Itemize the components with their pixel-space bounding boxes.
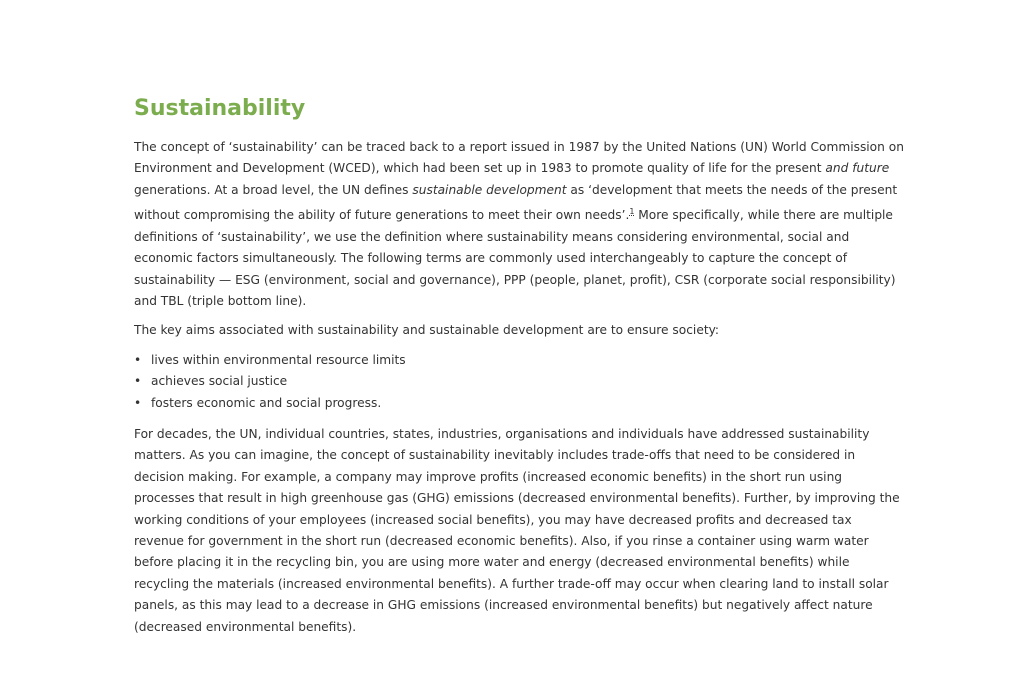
aims-list — [134, 350, 904, 414]
page-title: Sustainability — [134, 96, 306, 121]
list-item: • achieves social justice — [151, 371, 904, 392]
footnote-link[interactable]: 1 — [629, 207, 635, 217]
intro-text-3: as ‘development that meets the needs of the present without compromising the ability of future generations to meet their own needs’. — [134, 182, 898, 223]
intro-text-2: generations. At a broad level, the UN defines — [134, 182, 413, 197]
intro-text-1: The concept of ‘sustainability’ can be traced back to a report issued in 1987 by the United Nations (UN) World Commission on Environment and Development (WCED), which had been set up in 1983 to promote quality of life for the present — [134, 140, 904, 176]
intro-emphasis-2: sustainable development — [412, 182, 567, 197]
article — [134, 96, 904, 646]
intro-paragraph — [134, 137, 904, 312]
list-item: • fosters economic and social progress. — [151, 393, 904, 414]
aims-intro-paragraph: The key aims associated with sustainability and sustainable development are to ensure society: — [134, 323, 720, 338]
list-item: • lives within environmental resource limits — [151, 350, 904, 371]
intro-emphasis-1: and future — [825, 161, 890, 176]
intro-text-4: More specifically, while there are multiple definitions of ‘sustainability’, we use the definition where sustainability means considering environmental, social and economic factors simultaneously. The following terms are commonly used interchangeably to capture the concept of sustainability — ESG (environment, social and governance), PPP (people, planet, profit), CSR (corporate social responsibility) and TBL (triple bottom line). — [134, 208, 896, 308]
trade-offs-paragraph: For decades, the UN, individual countries, states, industries, organisations and individuals have addressed sustainability matters. As you can imagine, the concept of sustainability inevitably includes trade-offs that need to be considered in decision making. For example, a company may improve profits (increased economic benefits) in the short run using processes that result in high greenhouse gas (GHG) emissions (decreased environmental benefits). Further, by improving the working conditions of your employees (increased social benefits), you may have decreased profits and decreased tax revenue for government in the short run (decreased economic benefits). Also, if you rinse a container using warm water before placing it in the recycling bin, you are using more water and energy (decreased environmental benefits) while recycling the materials (increased environmental benefits). A further trade-off may occur when clearing land to install solar panels, as this may lead to a decrease in GHG emissions (increased environmental benefits) but negatively affect nature (decreased environmental benefits). — [134, 426, 900, 634]
